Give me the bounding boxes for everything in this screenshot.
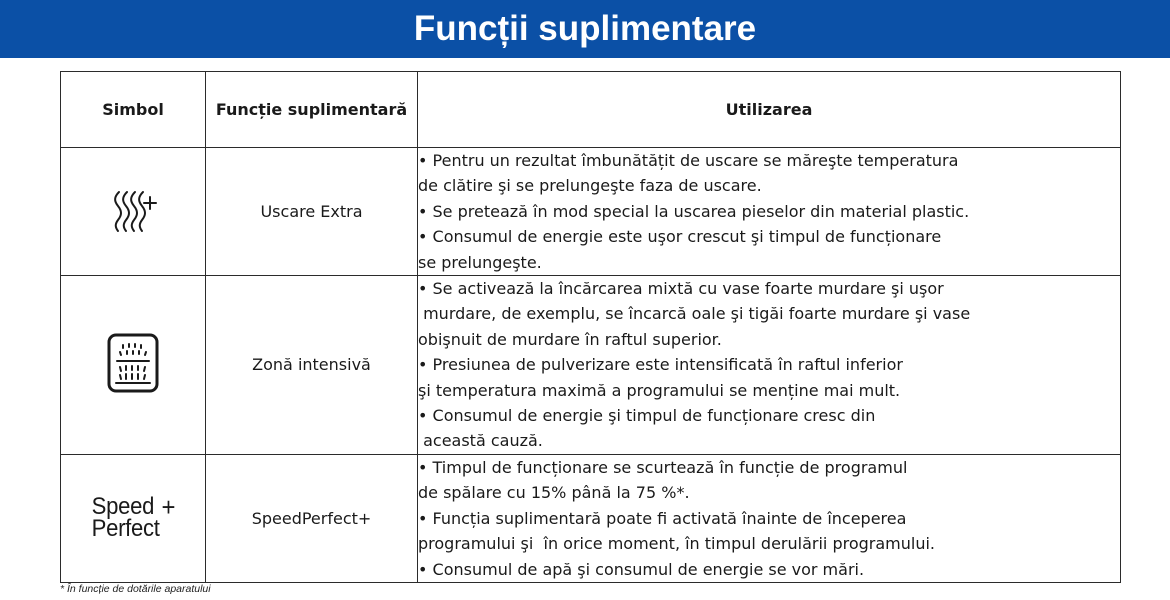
usage-line: • Consumul de energie este uşor crescut şi timpul de funcționare bbox=[418, 227, 942, 247]
usage-line: de spălare cu 15% până la 75 %*. bbox=[418, 483, 690, 503]
usage-line: se prelungeşte. bbox=[418, 252, 542, 272]
symbol-cell bbox=[61, 148, 206, 276]
column-header-function: Funcție suplimentară bbox=[206, 72, 418, 148]
symbol-cell bbox=[61, 276, 206, 455]
usage-line: murdare, de exemplu, se încarcă oale şi tigăi foarte murdare şi vase bbox=[418, 304, 971, 324]
usage-line: • Consumul de apă şi consumul de energie se vor mări. bbox=[418, 559, 865, 579]
logo-plus: + bbox=[161, 492, 175, 523]
symbol-cell bbox=[61, 454, 206, 582]
table-row bbox=[61, 276, 1121, 455]
logo-word-perfect: Perfect bbox=[91, 515, 160, 543]
function-name: Zonă intensivă bbox=[206, 276, 418, 455]
table-header-row bbox=[61, 72, 1121, 148]
logo-word-speed: Speed bbox=[91, 493, 154, 521]
usage-line: această cauză. bbox=[418, 431, 543, 451]
usage-line: şi temperatura maximă a programului se menține mai mult. bbox=[418, 380, 901, 400]
intensive-zone-basket-spray-icon bbox=[106, 332, 160, 398]
usage-line: • Consumul de energie şi timpul de funcționare cresc din bbox=[418, 406, 876, 426]
usage-line: • Pentru un rezultat îmbunătățit de uscare se măreşte temperatura bbox=[418, 151, 959, 170]
usage-line: • Timpul de funcționare se scurtează în funcție de programul bbox=[418, 457, 908, 477]
column-header-usage: Utilizarea bbox=[418, 72, 1121, 148]
page-title: Funcții suplimentare bbox=[413, 9, 757, 48]
usage-line: • Se activează la încărcarea mixtă cu vase foarte murdare şi uşor bbox=[418, 279, 944, 299]
function-name: SpeedPerfect+ bbox=[206, 454, 418, 582]
extra-dry-heat-waves-icon bbox=[107, 184, 159, 240]
column-header-symbol: Simbol bbox=[61, 72, 206, 148]
usage-cell bbox=[418, 276, 1121, 455]
function-name: Uscare Extra bbox=[206, 148, 418, 276]
usage-line: programului şi în orice moment, în timpul derulării programului. bbox=[418, 534, 935, 554]
usage-line: • Se pretează în mod special la uscarea pieselor din material plastic. bbox=[418, 201, 970, 221]
speedperfect-plus-logo bbox=[91, 492, 175, 543]
usage-cell bbox=[418, 454, 1121, 582]
usage-line: • Funcția suplimentară poate fi activată înainte de începerea bbox=[418, 508, 907, 528]
functions-table bbox=[60, 71, 1121, 583]
table-row bbox=[61, 454, 1121, 582]
usage-line: obişnuit de murdare în raftul superior. bbox=[418, 329, 722, 349]
footnote: * În funcție de dotările aparatului bbox=[60, 583, 211, 595]
table-row bbox=[61, 148, 1121, 276]
usage-line: • Presiunea de pulverizare este intensificată în raftul inferior bbox=[418, 355, 903, 375]
usage-cell bbox=[418, 148, 1121, 276]
usage-line: de clătire şi se prelungeşte faza de uscare. bbox=[418, 176, 762, 196]
page-title-banner bbox=[0, 0, 1170, 58]
